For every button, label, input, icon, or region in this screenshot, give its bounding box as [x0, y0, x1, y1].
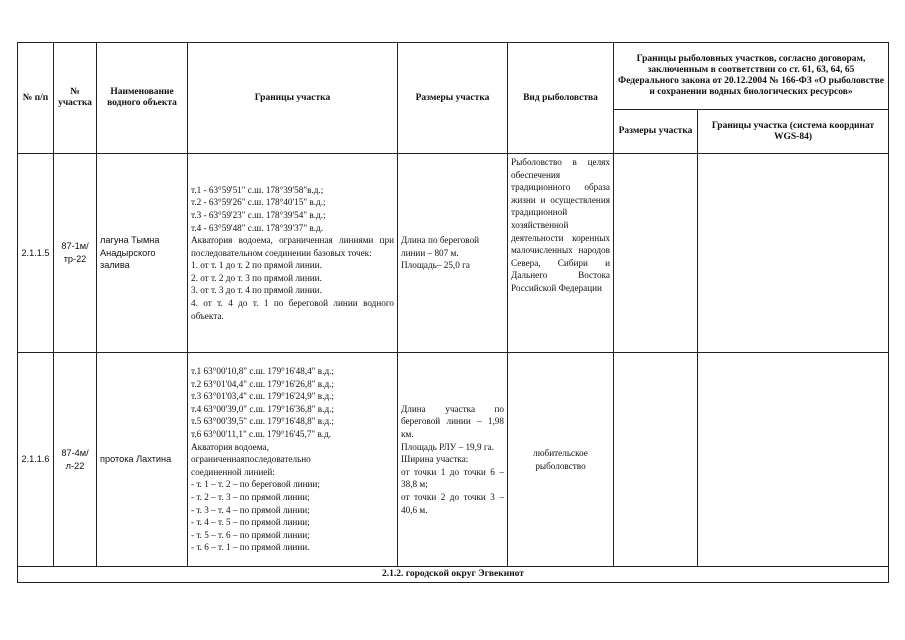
bound-line: т.4 - 63°59'48" с.ш. 178°39'37" в.д. — [191, 222, 323, 233]
row-bounds — [188, 154, 398, 353]
row-plot-id: 87-4м/л-22 — [54, 353, 97, 567]
bound-line: 2. от т. 2 до т. 3 по прямой линии. — [191, 272, 322, 283]
table-row — [18, 353, 889, 567]
bound-line: т.4 63°00'39,0" с.ш. 179°16'36,8" в.д.; — [191, 403, 334, 414]
row-fishing-type: любительское рыболовство — [508, 353, 614, 567]
row-bounds — [188, 353, 398, 567]
row-sizes: Длина по береговой линии – 807 м. Площадь– 25,0 га — [398, 154, 508, 353]
header-agreement-group: Границы рыболовных участков, согласно договорам, заключенным в соответствии со ст. 61, 63, 64, 65 Федерального закона от 20.12.2004 № 166-ФЗ «О рыболовстве и сохранении водных биологических ресурсов» — [614, 43, 889, 110]
bound-line: 3. от т. 3 до т. 4 по прямой линии. — [191, 285, 322, 296]
header-sizes: Размеры участка — [398, 43, 508, 154]
bound-line: - т. 1 – т. 2 – по береговой линии; — [191, 479, 320, 490]
row-num: 2.1.1.5 — [18, 154, 54, 353]
bound-line: т.1 - 63°59'51" с.ш. 178°39'58"в.д.; — [191, 184, 324, 195]
fishing-plots-table — [17, 42, 889, 583]
row-fishing-type: Рыболовство в целях обеспечения традиционного образа жизни и осуществления традиционной хозяйственной деятельности коренных малочисленных народов Севера, Сибири и Дальнего Востока Российской Федерации — [508, 154, 614, 353]
header-fishing-type: Вид рыболовства — [508, 43, 614, 154]
bound-line: т.3 63°01'03,4" с.ш. 179°16'24,9" в.д.; — [191, 391, 334, 402]
bound-line: Акватория водоема, ограниченная линиями при последовательном соединении базовых точек: — [191, 235, 394, 258]
bound-line: т.5 63°00'39,5" с.ш. 179°16'48,8" в.д.; — [191, 416, 334, 427]
bound-line: т.2 - 63°59'26" с.ш. 178°40'15" в.д.; — [191, 197, 326, 208]
bound-line: - т. 6 – т. 1 – по прямой линии. — [191, 542, 310, 553]
bound-line: т.6 63°00'11,1" с.ш. 179°16'45,7" в.д. — [191, 429, 332, 440]
row-water-body: лагуна Тымна Анадырского залива — [97, 154, 188, 353]
bound-line: т.2 63°01'04,4" с.ш. 179°16'26,8" в.д.; — [191, 378, 334, 389]
header-agreement-sizes: Размеры участка — [614, 110, 698, 154]
bound-line: - т. 5 – т. 6 – по прямой линии; — [191, 529, 310, 540]
row-agreement-bounds — [698, 353, 889, 567]
header-plot-num: № участка — [54, 43, 97, 154]
table-row — [18, 154, 889, 353]
row-agreement-sizes — [614, 154, 698, 353]
row-plot-id: 87-1м/тр-22 — [54, 154, 97, 353]
row-num: 2.1.1.6 — [18, 353, 54, 567]
header-water-body: Наименование водного объекта — [97, 43, 188, 154]
bound-line: 1. от т. 1 до т. 2 по прямой линии. — [191, 260, 322, 271]
bound-line: - т. 4 – т. 5 – по прямой линии; — [191, 517, 310, 528]
bound-line: т.1 63°00'10,8" с.ш. 179°16'48,4" в.д.; — [191, 366, 334, 377]
bound-line: Акватория водоема, ограниченнаяпоследовательно соединенной линией: — [191, 441, 311, 477]
row-sizes: Длина участка по береговой линии – 1,98 км. Площадь РЛУ – 19,9 га. Ширина участка: от точки 1 до точки 6 – 38,8 м; от точки 2 до точки 3 – 40,6 м. — [398, 353, 508, 567]
row-agreement-sizes — [614, 353, 698, 567]
header-num: № п/п — [18, 43, 54, 154]
bound-line: т.3 - 63°59'23" с.ш. 178°39'54" в.д.; — [191, 209, 326, 220]
row-water-body: протока Лахтина — [97, 353, 188, 567]
header-agreement-bounds: Границы участка (система координат WGS-84) — [698, 110, 889, 154]
row-agreement-bounds — [698, 154, 889, 353]
section-title: 2.1.2. городской округ Эгвекинот — [18, 567, 889, 583]
bound-line: 4. от т. 4 до т. 1 по береговой линии водного объекта. — [191, 298, 394, 321]
bound-line: - т. 3 – т. 4 – по прямой линии; — [191, 504, 310, 515]
bound-line: - т. 2 – т. 3 – по прямой линии; — [191, 491, 310, 502]
header-bounds: Границы участка — [188, 43, 398, 154]
